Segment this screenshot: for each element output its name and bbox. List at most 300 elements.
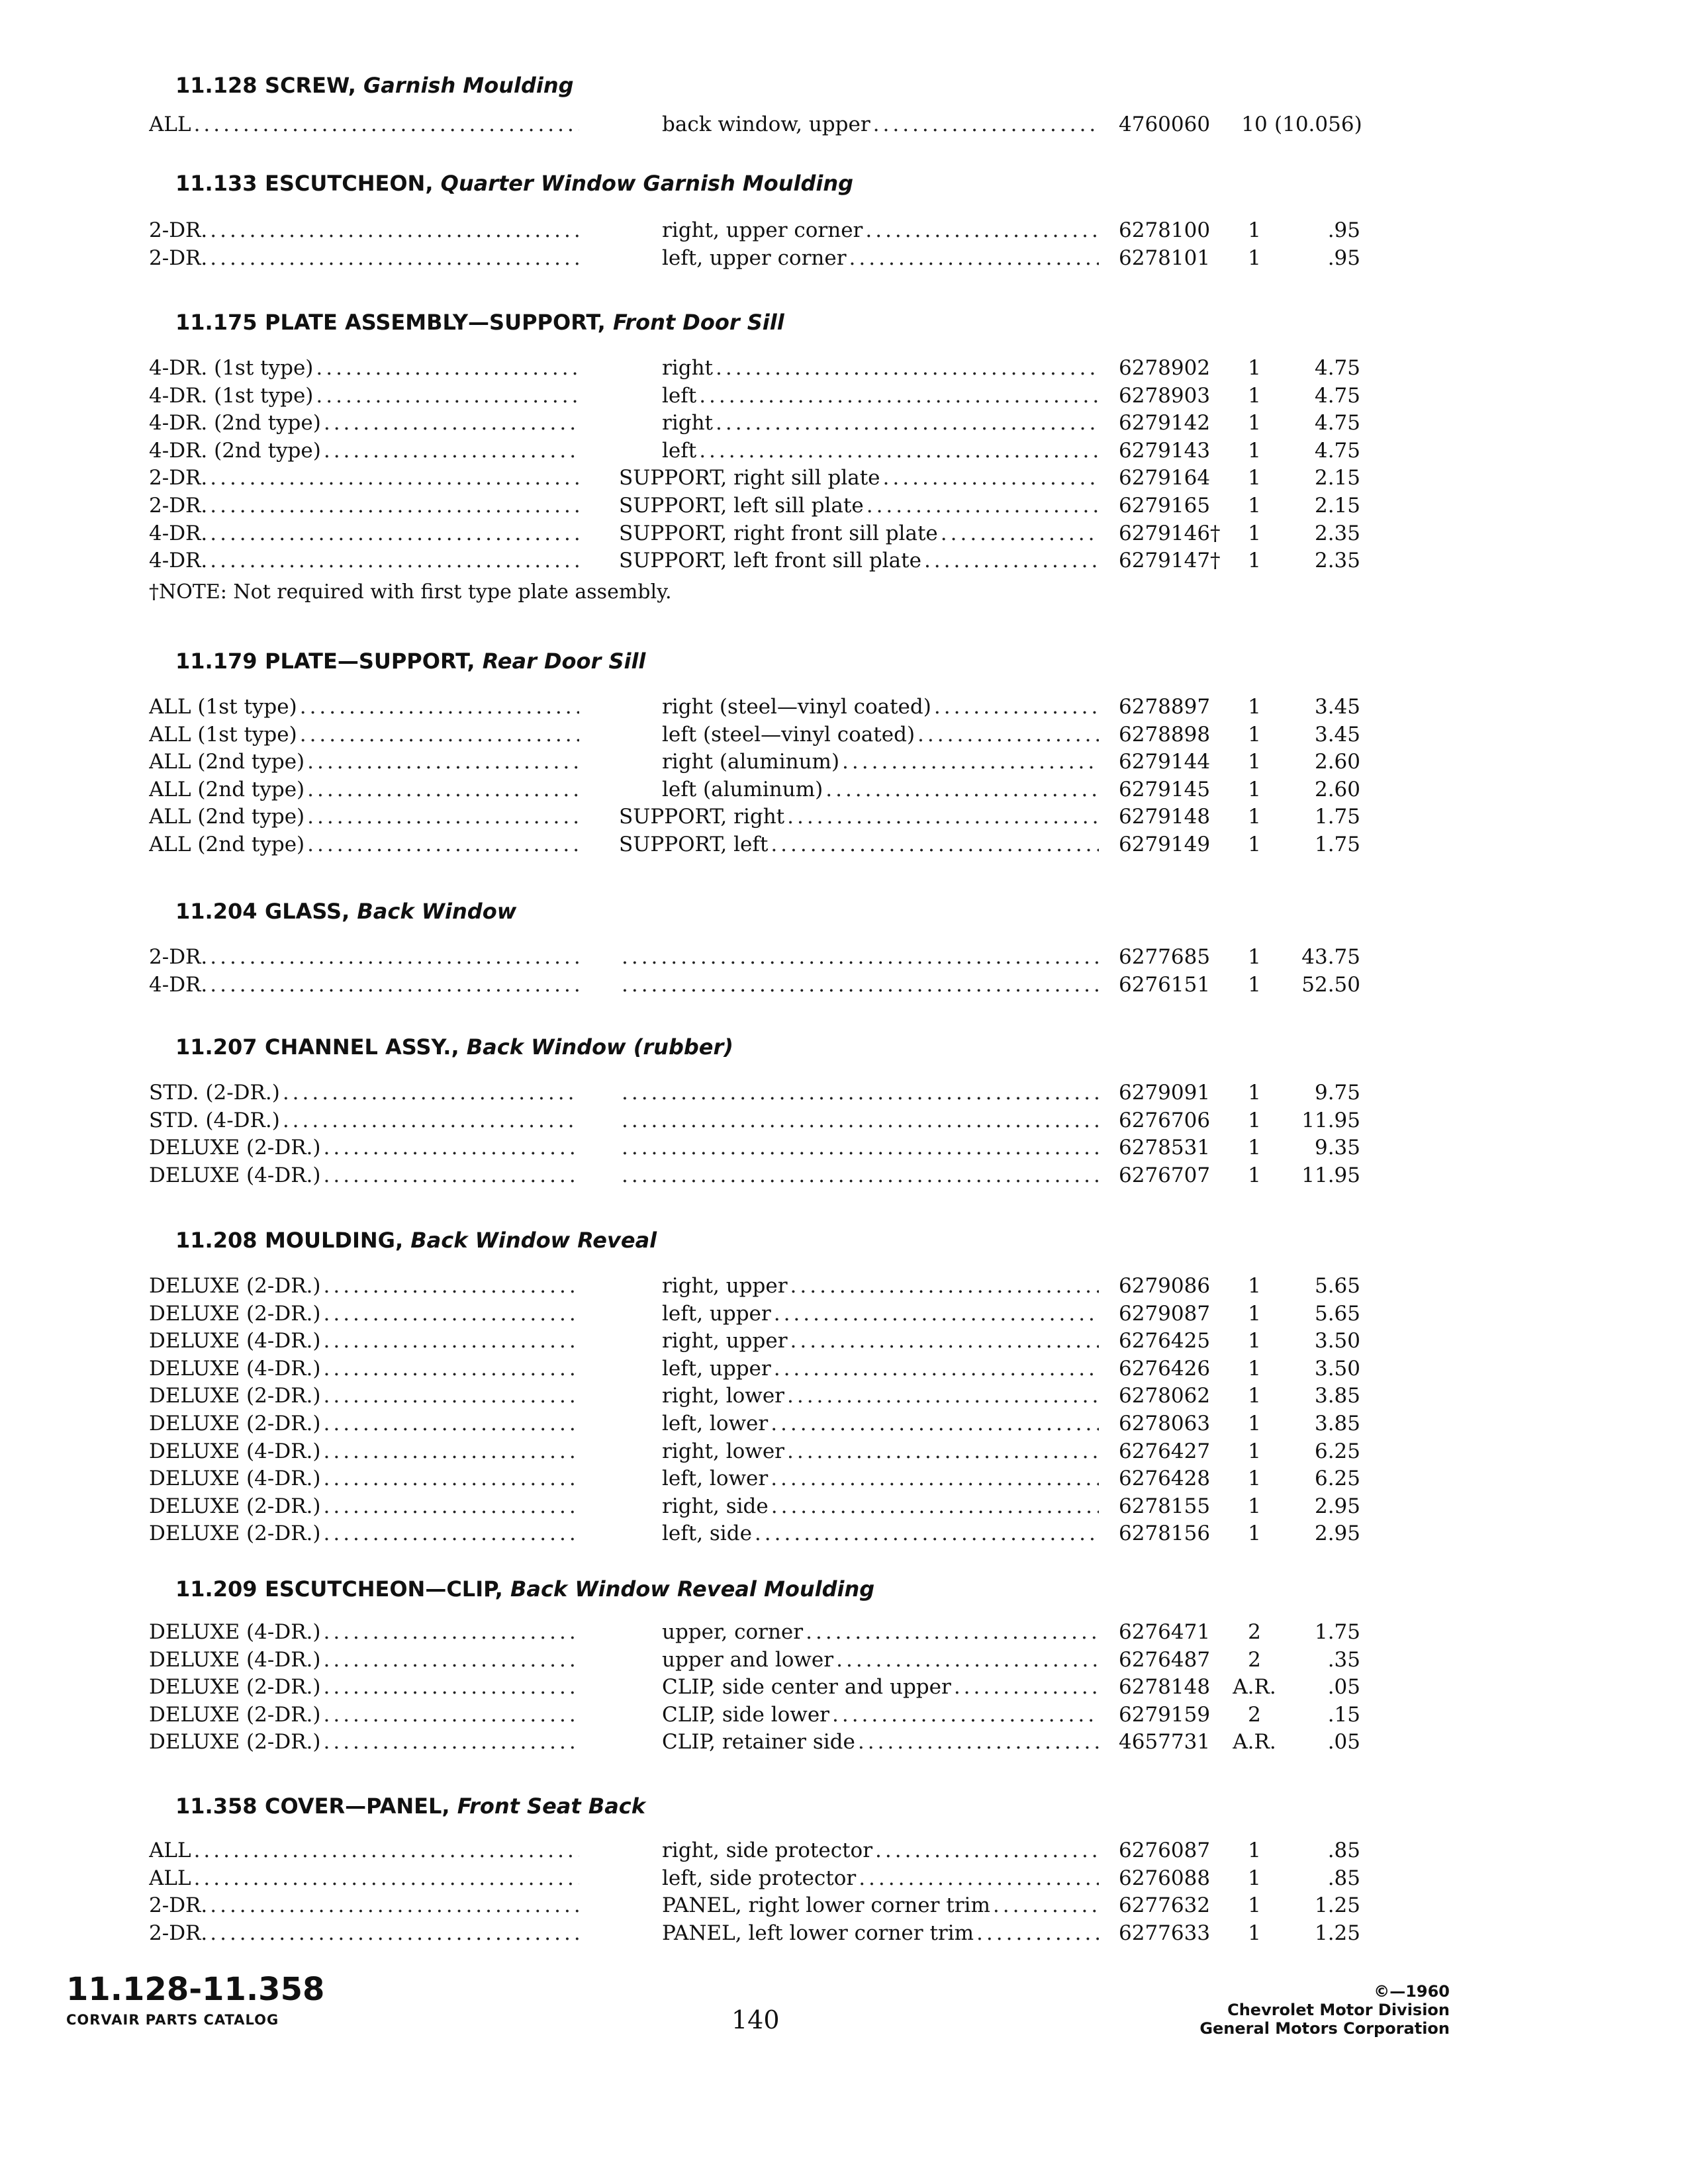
section-heading — [175, 310, 784, 335]
model-cell — [149, 1384, 579, 1408]
model-text: STD. (4-DR.) — [149, 1108, 280, 1132]
part-number: 6276087 — [1119, 1839, 1211, 1862]
model-text: DELUXE (4-DR.) — [149, 1356, 321, 1381]
leader-dots — [324, 1467, 580, 1490]
section-number: 11.175 — [175, 310, 258, 335]
model-text: 4-DR. (2nd type) — [149, 438, 321, 463]
price: .35 — [1327, 1647, 1360, 1672]
model-cell — [149, 805, 579, 829]
part-number: 6279146† — [1119, 521, 1221, 545]
quantity: 1 — [1248, 466, 1261, 490]
model-cell — [149, 1136, 579, 1160]
model-cell — [149, 1703, 579, 1727]
part-number: 6278155 — [1119, 1494, 1211, 1518]
leader-dots — [865, 218, 1099, 242]
price: 4.75 — [1314, 356, 1360, 380]
part-row — [0, 723, 1688, 751]
section-note: †NOTE: Not required with first type plate assembly. — [149, 580, 672, 604]
leader-dots — [774, 1357, 1099, 1381]
model-text: 2-DR. — [149, 466, 208, 490]
description-text: right — [662, 411, 714, 435]
part-row — [0, 805, 1688, 833]
section-title: SCREW, — [265, 73, 356, 98]
description-text: right, lower — [662, 1384, 784, 1408]
price: 11.95 — [1301, 1108, 1360, 1132]
leader-dots — [771, 1412, 1099, 1435]
part-row — [0, 1302, 1688, 1330]
leader-dots — [954, 1675, 1099, 1699]
corporation: General Motors Corporation — [1199, 2019, 1450, 2038]
model-text: ALL (2nd type) — [149, 777, 305, 801]
part-row — [0, 750, 1688, 778]
quantity: 1 — [1248, 1866, 1261, 1890]
leader-dots — [825, 778, 1099, 801]
leader-dots — [324, 1302, 580, 1326]
part-number: 6276425 — [1119, 1329, 1211, 1353]
leader-dots — [194, 1839, 579, 1862]
price: .85 — [1327, 1866, 1360, 1890]
leader-dots — [622, 1136, 1099, 1160]
leader-dots — [774, 1302, 1099, 1326]
part-number: 6278902 — [1119, 356, 1211, 380]
section-title: ESCUTCHEON—CLIP, — [265, 1576, 503, 1602]
leader-dots — [993, 1893, 1099, 1917]
leader-dots — [858, 1730, 1099, 1754]
quantity: 1 — [1248, 722, 1261, 747]
part-number: 6276487 — [1119, 1647, 1211, 1672]
price: 6.25 — [1314, 1439, 1360, 1463]
leader-dots — [316, 384, 579, 408]
model-text: ALL (1st type) — [149, 722, 297, 747]
model-cell — [149, 1866, 579, 1890]
price: .85 — [1327, 1839, 1360, 1862]
leader-dots — [867, 494, 1099, 518]
leader-dots — [210, 945, 579, 969]
quantity: 1 — [1248, 750, 1261, 774]
price: 3.85 — [1314, 1412, 1360, 1435]
quantity: A.R. — [1233, 1675, 1276, 1700]
leader-dots — [210, 1921, 579, 1945]
description-text: PANEL, right lower corner trim — [662, 1893, 990, 1918]
description-cell — [662, 1439, 1099, 1463]
leader-dots — [716, 356, 1099, 380]
part-row — [0, 1893, 1688, 1921]
part-row — [0, 356, 1688, 384]
leader-dots — [790, 1329, 1099, 1353]
model-text: ALL (2nd type) — [149, 750, 305, 774]
leader-dots — [307, 805, 579, 829]
model-text: 4-DR. (2nd type) — [149, 411, 321, 435]
model-cell — [149, 723, 579, 747]
model-cell — [149, 1163, 579, 1187]
part-row — [0, 945, 1688, 973]
description-text: CLIP, side lower — [662, 1702, 829, 1727]
model-cell — [149, 1302, 579, 1326]
model-text: DELUXE (4-DR.) — [149, 1163, 321, 1187]
quantity: 1 — [1248, 1494, 1261, 1518]
price: 2.35 — [1314, 521, 1360, 545]
leader-dots — [924, 549, 1099, 572]
leader-dots — [875, 1839, 1099, 1862]
quantity: 1 — [1248, 246, 1261, 270]
model-cell — [149, 1357, 579, 1381]
leader-dots — [849, 246, 1099, 270]
part-row — [0, 833, 1688, 860]
part-row — [0, 1494, 1688, 1522]
price: 2.95 — [1314, 1494, 1360, 1518]
model-cell — [149, 1109, 579, 1132]
part-number: 6279145 — [1119, 777, 1211, 801]
part-row — [0, 1329, 1688, 1357]
model-text: DELUXE (2-DR.) — [149, 1136, 321, 1160]
part-row — [0, 411, 1688, 439]
description-text: CLIP, side center and upper — [662, 1675, 951, 1700]
model-text: 4-DR. — [149, 521, 208, 545]
section-heading — [175, 73, 574, 98]
quantity: 1 — [1248, 1522, 1261, 1546]
description-cell — [619, 1081, 1099, 1105]
part-number: 6278897 — [1119, 695, 1211, 719]
quantity: 1 — [1248, 833, 1261, 856]
price: 3.45 — [1314, 722, 1360, 747]
model-text: ALL (1st type) — [149, 695, 297, 719]
model-text: 4-DR. (1st type) — [149, 383, 314, 408]
part-number: 6276151 — [1119, 972, 1211, 997]
description-cell — [662, 1384, 1099, 1408]
price: 3.50 — [1314, 1329, 1360, 1353]
price: 4.75 — [1314, 383, 1360, 408]
description-text: left — [662, 383, 697, 408]
quantity: 1 — [1248, 1356, 1261, 1381]
price: .05 — [1327, 1675, 1360, 1700]
part-number: 6279091 — [1119, 1081, 1211, 1105]
leader-dots — [883, 466, 1099, 490]
quantity: A.R. — [1233, 1730, 1276, 1754]
description-cell — [662, 1412, 1099, 1435]
leader-dots — [210, 218, 579, 242]
model-cell — [149, 384, 579, 408]
quantity: 1 — [1248, 1163, 1261, 1187]
model-text: DELUXE (2-DR.) — [149, 1494, 321, 1518]
section-number: 11.207 — [175, 1034, 258, 1060]
leader-dots — [324, 1703, 580, 1727]
leader-dots — [806, 1620, 1099, 1644]
model-cell — [149, 750, 579, 774]
leader-dots — [324, 1357, 580, 1381]
section-title: COVER—PANEL, — [265, 1794, 450, 1819]
part-row — [0, 1703, 1688, 1731]
description-text: right, side — [662, 1494, 769, 1518]
model-text: 4-DR. — [149, 549, 208, 573]
description-cell — [619, 1163, 1099, 1187]
part-number: 6279148 — [1119, 805, 1211, 829]
leader-dots — [324, 1494, 580, 1518]
leader-dots — [842, 750, 1099, 774]
leader-dots — [699, 384, 1099, 408]
part-row — [0, 1136, 1688, 1163]
description-text: upper, corner — [662, 1620, 804, 1644]
section-number: 11.128 — [175, 73, 258, 98]
model-text: DELUXE (4-DR.) — [149, 1467, 321, 1491]
description-cell — [662, 1494, 1099, 1518]
leader-dots — [324, 1163, 580, 1187]
part-row — [0, 1109, 1688, 1136]
price: 4.75 — [1314, 411, 1360, 435]
price: 6.25 — [1314, 1467, 1360, 1491]
model-text: DELUXE (2-DR.) — [149, 1702, 321, 1727]
description-cell — [619, 1109, 1099, 1132]
part-row — [0, 695, 1688, 723]
model-cell — [149, 1467, 579, 1490]
part-number: 6278100 — [1119, 218, 1211, 242]
part-number: 6278898 — [1119, 722, 1211, 747]
description-text: left — [662, 438, 697, 463]
part-row — [0, 1081, 1688, 1109]
description-text: SUPPORT, right sill plate — [619, 466, 880, 490]
description-text: left, upper corner — [662, 246, 847, 270]
leader-dots — [787, 805, 1099, 829]
description-cell — [662, 1274, 1099, 1298]
quantity: 1 — [1248, 1274, 1261, 1298]
model-text: DELUXE (2-DR.) — [149, 1274, 321, 1298]
model-cell — [149, 549, 579, 572]
copyright: ©—1960 — [1374, 1982, 1450, 2001]
description-text: right (aluminum) — [662, 750, 840, 774]
part-number: 6276427 — [1119, 1439, 1211, 1463]
price: 2.15 — [1314, 466, 1360, 490]
description-text: right, side protector — [662, 1839, 873, 1862]
part-row — [0, 1163, 1688, 1191]
part-number: 6279144 — [1119, 750, 1211, 774]
model-cell — [149, 1412, 579, 1435]
part-row — [0, 1730, 1688, 1758]
description-cell — [619, 833, 1099, 856]
description-cell — [619, 466, 1099, 490]
price: 1.25 — [1314, 1921, 1360, 1945]
price: 1.75 — [1314, 1620, 1360, 1644]
quantity: 2 — [1248, 1647, 1261, 1672]
part-row — [0, 439, 1688, 467]
model-cell — [149, 1439, 579, 1463]
leader-dots — [976, 1921, 1099, 1945]
section-number: 11.133 — [175, 171, 258, 196]
model-text: 4-DR. (1st type) — [149, 356, 314, 380]
price: 3.45 — [1314, 695, 1360, 719]
price: 5.65 — [1314, 1274, 1360, 1298]
price: .95 — [1327, 246, 1360, 270]
section-subtitle: Back Window Reveal — [403, 1228, 657, 1253]
part-number: 6277685 — [1119, 945, 1211, 969]
publisher-block — [1199, 1982, 1450, 2038]
description-text: right (steel—vinyl coated) — [662, 695, 931, 719]
model-text: 2-DR. — [149, 246, 208, 270]
leader-dots — [324, 1439, 580, 1463]
description-text: left, side protector — [662, 1866, 857, 1890]
description-cell — [662, 411, 1099, 435]
model-cell — [149, 833, 579, 856]
leader-dots — [873, 113, 1099, 136]
leader-dots — [210, 973, 579, 997]
leader-dots — [324, 439, 579, 463]
part-row — [0, 384, 1688, 412]
quantity: 1 — [1248, 945, 1261, 969]
part-row — [0, 246, 1688, 274]
description-text: right — [662, 356, 714, 380]
description-cell — [662, 1357, 1099, 1381]
model-text: 2-DR. — [149, 218, 208, 242]
model-text: DELUXE (4-DR.) — [149, 1439, 321, 1463]
model-cell — [149, 1921, 579, 1945]
section-heading — [175, 649, 645, 674]
description-text: SUPPORT, left front sill plate — [619, 549, 921, 573]
leader-dots — [324, 411, 579, 435]
section-subtitle: Front Seat Back — [449, 1794, 646, 1819]
description-text: back window, upper — [662, 113, 870, 136]
page-range: 11.128-11.358 — [66, 1971, 325, 2008]
price: 5.65 — [1314, 1301, 1360, 1326]
description-text: SUPPORT, right front sill plate — [619, 521, 938, 545]
quantity: 1 — [1248, 1921, 1261, 1945]
model-text: DELUXE (2-DR.) — [149, 1522, 321, 1546]
quantity: 1 — [1248, 1329, 1261, 1353]
description-text: left, lower — [662, 1412, 769, 1435]
model-text: DELUXE (4-DR.) — [149, 1329, 321, 1353]
model-cell — [149, 1522, 579, 1545]
quantity: 1 — [1248, 549, 1261, 573]
model-text: STD. (2-DR.) — [149, 1081, 280, 1105]
model-text: ALL — [149, 1866, 191, 1890]
leader-dots — [324, 1730, 580, 1754]
part-number: 6279143 — [1119, 438, 1211, 463]
part-row — [0, 1620, 1688, 1648]
quantity: 2 — [1248, 1702, 1261, 1727]
section-title: PLATE—SUPPORT, — [265, 649, 475, 674]
quantity: 1 — [1248, 438, 1261, 463]
leader-dots — [210, 522, 579, 545]
model-cell — [149, 1675, 579, 1699]
model-cell — [149, 439, 579, 463]
leader-dots — [917, 723, 1099, 747]
model-cell — [149, 973, 579, 997]
model-text: ALL — [149, 1839, 191, 1862]
quantity: 1 — [1248, 1301, 1261, 1326]
leader-dots — [194, 113, 579, 136]
description-cell — [662, 1467, 1099, 1490]
section-title: PLATE ASSEMBLY—SUPPORT, — [265, 310, 606, 335]
price: 2.60 — [1314, 750, 1360, 774]
description-cell — [619, 494, 1099, 518]
model-text: DELUXE (2-DR.) — [149, 1675, 321, 1700]
leader-dots — [324, 1136, 580, 1160]
description-cell — [662, 1921, 1099, 1945]
description-cell — [619, 1136, 1099, 1160]
leader-dots — [622, 973, 1099, 997]
price: 9.35 — [1314, 1136, 1360, 1160]
description-cell — [662, 439, 1099, 463]
section-number: 11.179 — [175, 649, 258, 674]
quantity: 2 — [1248, 1620, 1261, 1644]
description-text: SUPPORT, right — [619, 805, 785, 829]
description-cell — [662, 384, 1099, 408]
part-number: 6276706 — [1119, 1108, 1211, 1132]
part-number: 6277632 — [1119, 1893, 1211, 1918]
section-number: 11.358 — [175, 1794, 258, 1819]
description-cell — [619, 522, 1099, 545]
part-number: 6276471 — [1119, 1620, 1211, 1644]
price: .95 — [1327, 218, 1360, 242]
model-cell — [149, 522, 579, 545]
price: 9.75 — [1314, 1081, 1360, 1105]
leader-dots — [324, 1620, 580, 1644]
leader-dots — [836, 1648, 1099, 1672]
leader-dots — [210, 466, 579, 490]
description-text: right, upper — [662, 1274, 788, 1298]
price: 52.50 — [1301, 972, 1360, 997]
leader-dots — [324, 1329, 580, 1353]
part-number: 6278063 — [1119, 1412, 1211, 1435]
part-number: 6278903 — [1119, 383, 1211, 408]
quantity: 1 — [1248, 218, 1261, 242]
description-cell — [662, 750, 1099, 774]
section-number: 11.204 — [175, 899, 258, 924]
section-title: GLASS, — [265, 899, 350, 924]
model-text: ALL (2nd type) — [149, 833, 305, 856]
model-cell — [149, 1274, 579, 1298]
description-text: left (aluminum) — [662, 777, 823, 801]
description-cell — [662, 356, 1099, 380]
leader-dots — [771, 833, 1099, 856]
description-cell — [619, 549, 1099, 572]
model-cell — [149, 945, 579, 969]
part-number: 6279149 — [1119, 833, 1211, 856]
model-cell — [149, 113, 579, 136]
quantity: 1 — [1248, 1467, 1261, 1491]
description-cell — [662, 1703, 1099, 1727]
description-text: left, side — [662, 1522, 752, 1546]
leader-dots — [622, 1163, 1099, 1187]
description-cell — [619, 973, 1099, 997]
description-cell — [619, 805, 1099, 829]
description-text: SUPPORT, left sill plate — [619, 494, 864, 518]
quantity: 1 — [1248, 521, 1261, 545]
section-title: ESCUTCHEON, — [265, 171, 434, 196]
model-text: 4-DR. — [149, 972, 208, 997]
price: 43.75 — [1301, 945, 1360, 969]
section-heading — [175, 1228, 657, 1253]
leader-dots — [210, 494, 579, 518]
part-number: 6279142 — [1119, 411, 1211, 435]
price: 2.95 — [1314, 1522, 1360, 1546]
leader-dots — [210, 549, 579, 572]
description-text: right, upper corner — [662, 218, 863, 242]
leader-dots — [622, 945, 1099, 969]
quantity: 1 — [1248, 1839, 1261, 1862]
leader-dots — [787, 1439, 1099, 1463]
part-number: 4657731 — [1119, 1730, 1211, 1754]
part-row — [0, 1839, 1688, 1866]
leader-dots — [324, 1274, 580, 1298]
leader-dots — [300, 695, 579, 719]
model-cell — [149, 218, 579, 242]
part-number: 6279147† — [1119, 549, 1221, 573]
part-number: 6279159 — [1119, 1702, 1211, 1727]
model-cell — [149, 411, 579, 435]
description-text: right, lower — [662, 1439, 784, 1463]
description-cell — [662, 1522, 1099, 1545]
section-heading — [175, 1794, 645, 1819]
price: 2.60 — [1314, 777, 1360, 801]
description-cell — [662, 113, 1099, 136]
